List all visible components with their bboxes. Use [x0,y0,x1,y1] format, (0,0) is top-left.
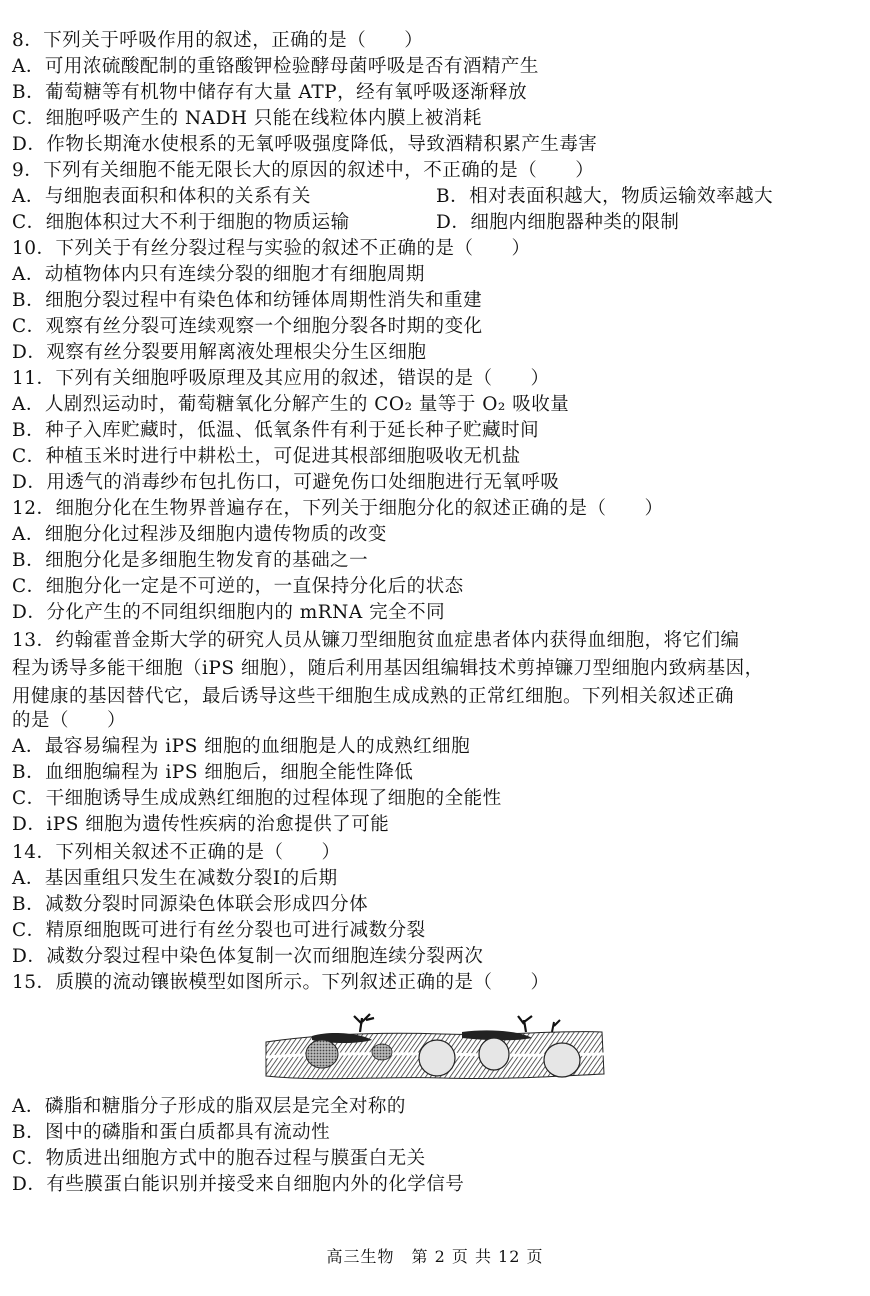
question-13-stem-line-4: 的是（ ） [12,710,127,731]
option-10c: C．观察有丝分裂可连续观察一个细胞分裂各时期的变化 [12,316,483,337]
option-9c: C．细胞体积过大不利于细胞的物质运输 [12,212,350,233]
option-10a: A．动植物体内只有连续分裂的细胞才有细胞周期 [12,264,425,285]
option-13c: C．干细胞诱导生成成熟红细胞的过程体现了细胞的全能性 [12,788,502,809]
option-14d: D．减数分裂过程中染色体复制一次而细胞连续分裂两次 [12,946,484,967]
option-10b: B．细胞分裂过程中有染色体和纺锤体周期性消失和重建 [12,290,483,311]
question-15-stem: 15．质膜的流动镶嵌模型如图所示。下列叙述正确的是（ ） [12,972,550,993]
option-15d: D．有些膜蛋白能识别并接受来自细胞内外的化学信号 [12,1174,465,1195]
option-15b: B．图中的磷脂和蛋白质都具有流动性 [12,1122,331,1143]
question-10-stem: 10．下列关于有丝分裂过程与实验的叙述不正确的是（ ） [12,238,531,259]
question-11-stem: 11．下列有关细胞呼吸原理及其应用的叙述，错误的是（ ） [12,368,550,389]
option-12d: D．分化产生的不同组织细胞内的 mRNA 完全不同 [12,602,446,623]
option-8d: D．作物长期淹水使根系的无氧呼吸强度降低，导致酒精积累产生毒害 [12,134,598,155]
option-13a: A．最容易编程为 iPS 细胞的血细胞是人的成熟红细胞 [12,736,471,757]
option-14b: B．减数分裂时同源染色体联会形成四分体 [12,894,369,915]
membrane-model-figure [262,1010,607,1088]
question-14-stem: 14．下列相关叙述不正确的是（ ） [12,842,341,863]
option-13d: D．iPS 细胞为遗传性疾病的治愈提供了可能 [12,814,390,835]
question-9-stem: 9．下列有关细胞不能无限长大的原因的叙述中，不正确的是（ ） [12,160,595,181]
option-14a: A．基因重组只发生在减数分裂Ⅰ的后期 [12,868,338,889]
option-9d: D．细胞内细胞器种类的限制 [436,212,680,233]
option-10d: D．观察有丝分裂要用解离液处理根尖分生区细胞 [12,342,427,363]
option-9b: B．相对表面积越大，物质运输效率越大 [436,186,774,207]
option-8a: A．可用浓硫酸配制的重铬酸钾检验酵母菌呼吸是否有酒精产生 [12,56,539,77]
option-14c: C．精原细胞既可进行有丝分裂也可进行减数分裂 [12,920,426,941]
option-8c: C．细胞呼吸产生的 NADH 只能在线粒体内膜上被消耗 [12,108,482,129]
option-11b: B．种子入库贮藏时，低温、低氧条件有利于延长种子贮藏时间 [12,420,540,441]
question-13-stem-line-1: 13．约翰霍普金斯大学的研究人员从镰刀型细胞贫血症患者体内获得血细胞，将它们编 [12,630,740,651]
option-11d: D．用透气的消毒纱布包扎伤口，可避免伤口处细胞进行无氧呼吸 [12,472,560,493]
page-footer: 高三生物 第 2 页 共 12 页 [326,1247,544,1266]
option-12b: B．细胞分化是多细胞生物发育的基础之一 [12,550,369,571]
question-13-stem-line-2: 程为诱导多能干细胞（iPS 细胞），随后利用基因组编辑技术剪掉镰刀型细胞内致病基因， [12,658,764,679]
option-15a: A．磷脂和糖脂分子形成的脂双层是完全对称的 [12,1096,406,1117]
option-8b: B．葡萄糖等有机物中储存有大量 ATP，经有氧呼吸逐渐释放 [12,82,528,103]
option-13b: B．血细胞编程为 iPS 细胞后，细胞全能性降低 [12,762,414,783]
option-12c: C．细胞分化一定是不可逆的，一直保持分化后的状态 [12,576,464,597]
option-15c: C．物质进出细胞方式中的胞吞过程与膜蛋白无关 [12,1148,426,1169]
question-12-stem: 12．细胞分化在生物界普遍存在，下列关于细胞分化的叙述正确的是（ ） [12,498,664,519]
option-11c: C．种植玉米时进行中耕松土，可促进其根部细胞吸收无机盐 [12,446,521,467]
question-8-stem: 8．下列关于呼吸作用的叙述，正确的是（ ） [12,30,424,51]
option-12a: A．细胞分化过程涉及细胞内遗传物质的改变 [12,524,387,545]
option-11a: A．人剧烈运动时，葡萄糖氧化分解产生的 CO₂ 量等于 O₂ 吸收量 [12,394,570,415]
option-9a: A．与细胞表面积和体积的关系有关 [12,186,311,207]
question-13-stem-line-3: 用健康的基因替代它，最后诱导这些干细胞生成成熟的正常红细胞。下列相关叙述正确 [12,686,735,707]
